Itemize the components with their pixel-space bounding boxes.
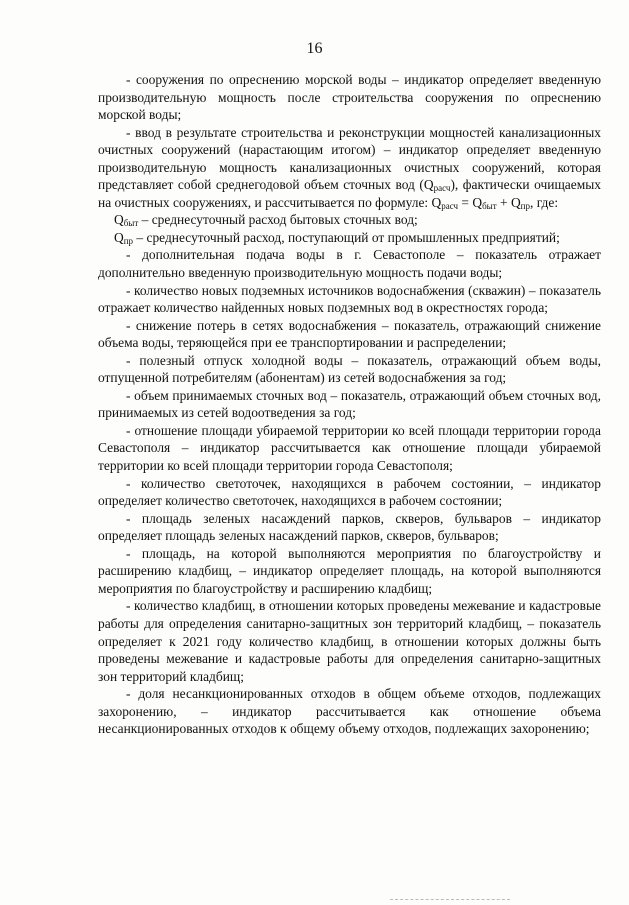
paragraph-cemetery-survey: - количество кладбищ, в отношении которых проведены межевание и кадастровые работы для определения санитарно-защитных зон территорий кладбищ, – показатель определяет к 2021 году количество кладбищ, в отношении которых должны быть проведены межевание и кадастровые работы для определения санитарно-защитных зон территорий кладбищ; [98,598,601,684]
document-body [98,71,601,738]
paragraph-wastewater-volume: - объем принимаемых сточных вод – показатель, отражающий объем сточных вод, принимаемых из сетей водоотведения за год; [98,387,601,421]
paragraph-unauthorized-waste: - доля несанкционированных отходов в общем объеме отходов, подлежащих захоронению, – индикатор рассчитывается как отношение объема несанкционированных отходов к общему объему отходов, подлежащих захоронению; [98,686,601,737]
scan-artifact-line [390,899,510,901]
formula-term-industrial: $Q_{пр}$ – среднесуточный расход, поступающий от промышленных предприятий; [114,229,560,246]
paragraph-light-points: - количество светоточек, находящихся в рабочем состоянии, – индикатор определяет количество светоточек, находящихся в рабочем состоянии; [98,475,601,509]
paragraph-cleaned-territory: - отношение площади убираемой территории ко всей площади территории города Севастополя – индикатор рассчитывается как отношение площади убираемой территории ко всей площади территории города Севастополя; [98,422,601,474]
formula-term-household: $Q_{быт}$ – среднесуточный расход бытовых сточных вод; [114,212,418,229]
paragraph-cold-water-supply: - полезный отпуск холодной воды – показатель, отражающий объем воды, отпущенной потребителям (абонентам) из сетей водоснабжения за год; [98,352,601,386]
paragraph-desalination: - сооружения по опреснению морской воды – индикатор определяет введенную производительную мощность после строительства сооружения по опреснению морской воды; [98,72,601,123]
paragraph-additional-water-supply: - дополнительная подача воды в г. Севастополе – показатель отражает дополнительно введенную производительную мощность подачи воды; [98,247,601,281]
paragraph-loss-reduction: - снижение потерь в сетях водоснабжения – показатель, отражающий снижение объема воды, теряющейся при ее транспортировании и распределении; [98,317,601,351]
paragraph-cemetery-improvement: - площадь, на которой выполняются мероприятия по благоустройству и расширению кладбищ, – индикатор определяет площадь, на которой выполняются мероприятия по благоустройству и расширению кладбищ; [98,545,601,596]
page-number: 16 [306,40,323,57]
paragraph-sewage-capacity: - ввод в результате строительства и реконструкции мощностей канализационных очистных сооружений (нарастающим итогом) – индикатор определяет введенную производительную мощность канализационных очистных сооружений, которая представляет собой среднегодовой объем сточных вод $(Q_{расч})$, фактически очищаемых на очистных сооружениях, и рассчитывается по формуле: $Q_{расч} = Q_{быт} + Q_{пр}$, где: [98,124,601,211]
paragraph-green-areas: - площадь зеленых насаждений парков, скверов, бульваров – индикатор определяет площадь зеленых насаждений парков, скверов, бульваров; [98,510,601,544]
paragraph-new-wells: - количество новых подземных источников водоснабжения (скважин) – показатель отражает количество найденных новых подземных вод в окрестностях города; [98,282,601,316]
